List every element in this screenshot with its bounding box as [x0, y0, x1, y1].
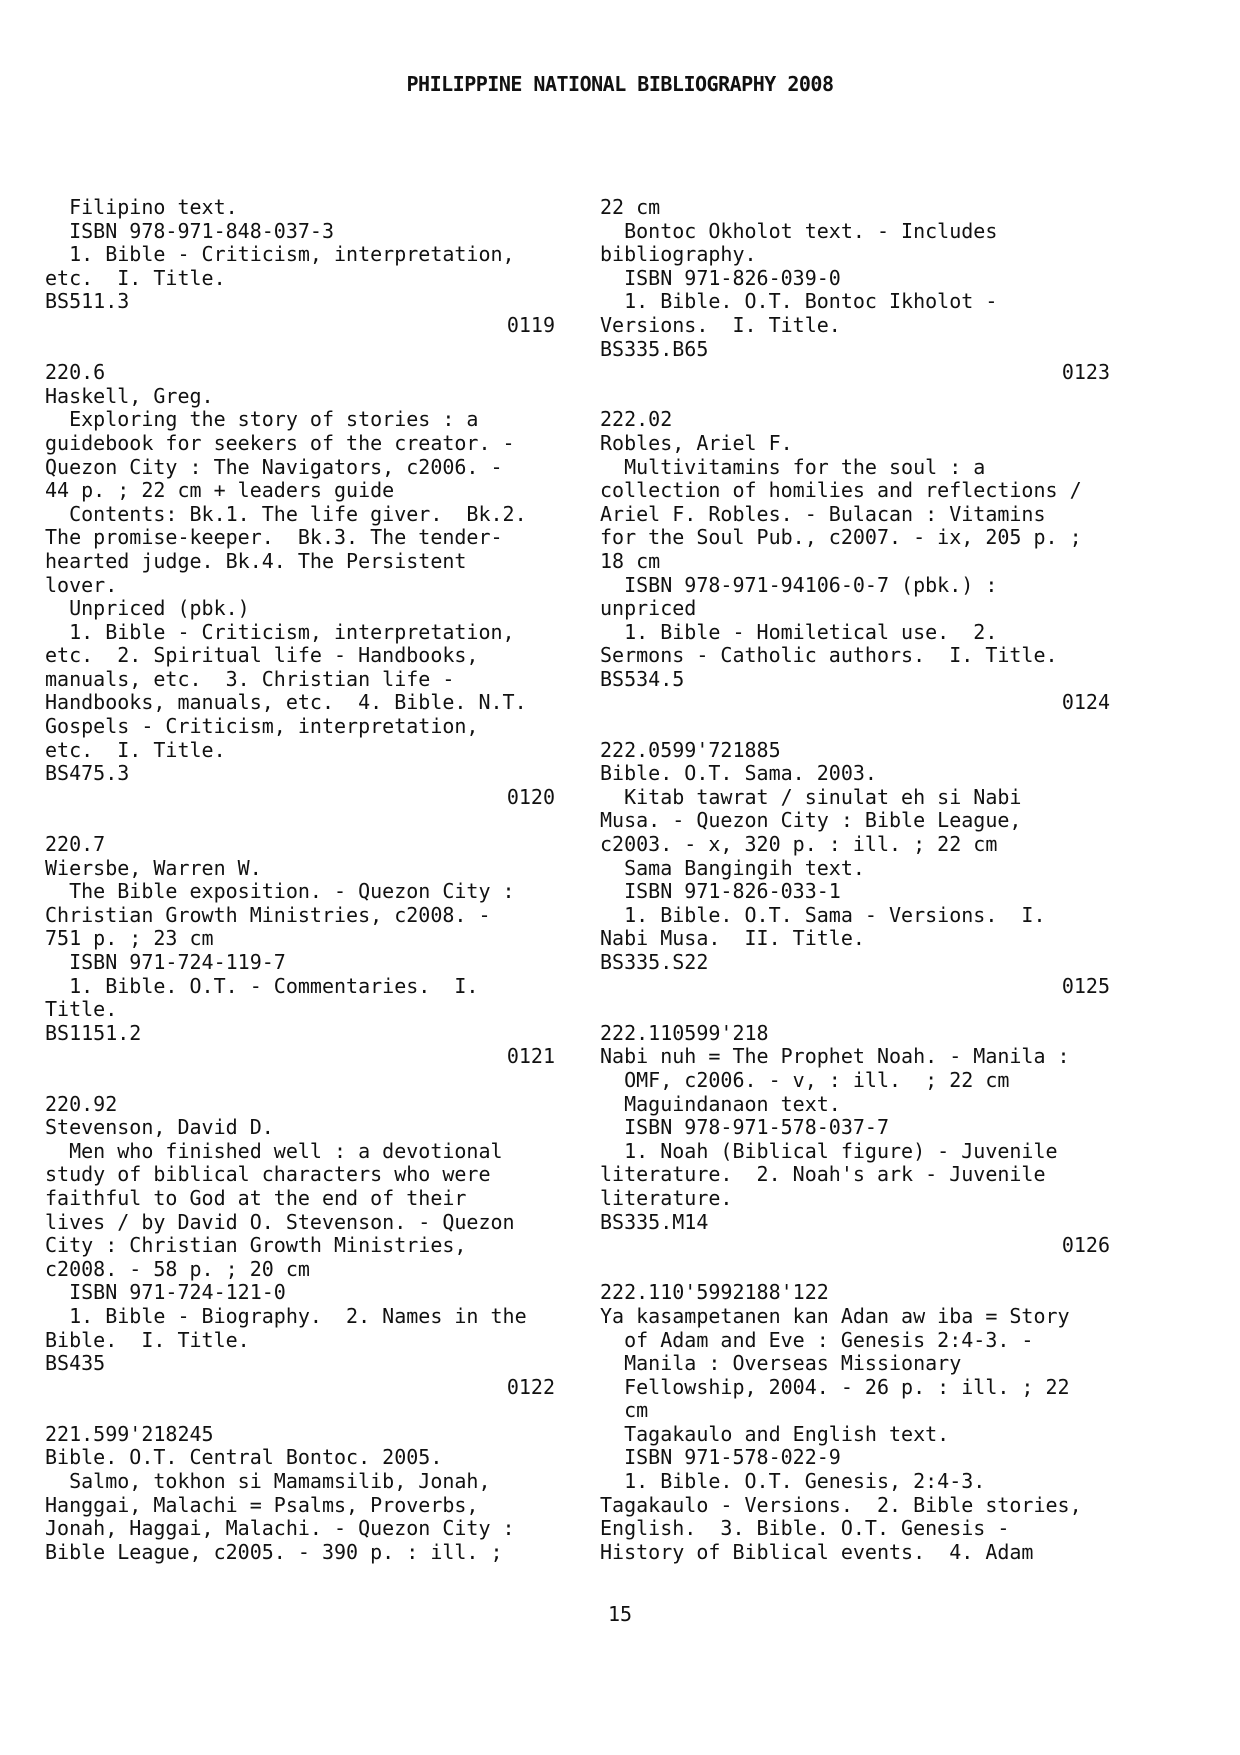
- entry-line: Wiersbe, Warren W.: [45, 855, 262, 880]
- entry-line: 1. Bible. O.T. Genesis, 2:4-3.: [600, 1469, 986, 1494]
- entry-line: Hanggai, Malachi = Psalms, Proverbs,: [45, 1492, 479, 1517]
- entry-line: Nabi Musa. II. Title.: [600, 926, 865, 951]
- entry-line: Ya kasampetanen kan Adan aw iba = Story: [600, 1303, 1070, 1328]
- entry-line: Handbooks, manuals, etc. 4. Bible. N.T.: [45, 690, 527, 715]
- entry-line: 222.02: [600, 407, 673, 432]
- entry-line: Maguindanaon text.: [600, 1091, 841, 1116]
- entry-line: Kitab tawrat / sinulat eh si Nabi: [600, 784, 1022, 809]
- entry-line: [600, 1258, 1110, 1282]
- entry-line: 222.0599'721885: [600, 737, 781, 762]
- entry-number: 0122: [506, 1374, 555, 1399]
- entry-line: Exploring the story of stories : a: [45, 407, 479, 432]
- page-number: 15: [607, 1602, 633, 1626]
- entry-line: Unpriced (pbk.): [45, 596, 250, 621]
- entry-line: 1. Noah (Biblical figure) - Juvenile: [600, 1138, 1058, 1163]
- entry-line: unpriced: [600, 596, 697, 621]
- entry-number: 0125: [1061, 973, 1110, 998]
- left-column: [45, 196, 555, 1564]
- entry-line: ISBN 971-724-121-0: [45, 1280, 286, 1305]
- entry-line: hearted judge. Bk.4. The Persistent: [45, 548, 467, 573]
- entry-line: ISBN 978-971-848-037-3: [45, 218, 334, 243]
- entry-line: Tagakaulo - Versions. 2. Bible stories,: [600, 1492, 1082, 1517]
- entry-line: BS511.3: [45, 289, 130, 314]
- entry-line: lover.: [45, 572, 118, 597]
- entry-line: literature. 2. Noah's ark - Juvenile: [600, 1162, 1046, 1187]
- entry-line: Versions. I. Title.: [600, 312, 841, 337]
- entry-line: Bible League, c2005. - 390 p. : ill. ;: [45, 1539, 503, 1564]
- entry-line: lives / by David O. Stevenson. - Quezon: [45, 1209, 515, 1234]
- entry-line: guidebook for seekers of the creator. -: [45, 430, 515, 455]
- entry-line: 1. Bible - Biography. 2. Names in the: [45, 1303, 527, 1328]
- entry-line: etc. 2. Spiritual life - Handbooks,: [45, 643, 479, 668]
- entry-line: Manila : Overseas Missionary: [600, 1351, 962, 1376]
- entry-line: 222.110'5992188'122: [600, 1280, 829, 1305]
- entry-line: History of Biblical events. 4. Adam: [600, 1539, 1034, 1564]
- entry-line: Bible. O.T. Central Bontoc. 2005.: [45, 1445, 443, 1470]
- entry-line: ISBN 971-724-119-7: [45, 950, 286, 974]
- entry-line: [45, 809, 555, 833]
- entry-line: BS335.M14: [600, 1209, 709, 1234]
- entry-line: 221.599'218245: [45, 1421, 214, 1446]
- entry-line: study of biblical characters who were: [45, 1162, 491, 1187]
- entry-number: 0119: [506, 312, 555, 337]
- entry-line: [45, 1069, 555, 1093]
- entry-line: faithful to God at the end of their: [45, 1185, 467, 1210]
- entry-line: BS1151.2: [45, 1020, 142, 1045]
- entry-line: BS534.5: [600, 666, 685, 691]
- entry-line: Bontoc Okholot text. - Includes: [600, 218, 998, 243]
- entry-line: Fellowship, 2004. - 26 p. : ill. ; 22: [600, 1374, 1070, 1399]
- entry-line: [45, 338, 555, 362]
- entry-line: of Adam and Eve : Genesis 2:4-3. -: [600, 1327, 1034, 1352]
- right-column: [600, 196, 1110, 1564]
- entry-line: collection of homilies and reflections /: [600, 478, 1082, 503]
- entry-line: BS335.S22: [600, 950, 709, 974]
- entry-line: 1. Bible. O.T. Sama - Versions. I.: [600, 902, 1046, 927]
- entry-line: 44 p. ; 22 cm + leaders guide: [45, 478, 395, 503]
- page-header-title: PHILIPPINE NATIONAL BIBLIOGRAPHY 2008: [406, 72, 834, 96]
- entry-line: c2008. - 58 p. ; 20 cm: [45, 1256, 310, 1281]
- entry-line: Quezon City : The Navigators, c2006. -: [45, 454, 503, 479]
- entry-line: [45, 1399, 555, 1423]
- entry-line: [600, 998, 1110, 1022]
- entry-line: Contents: Bk.1. The life giver. Bk.2.: [45, 501, 527, 526]
- entry-line: 18 cm: [600, 548, 661, 573]
- entry-line: Jonah, Haggai, Malachi. - Quezon City :: [45, 1516, 515, 1541]
- entry-line: BS335.B65: [600, 336, 709, 361]
- entry-line: literature.: [600, 1185, 733, 1210]
- entry-line: English. 3. Bible. O.T. Genesis -: [600, 1516, 1010, 1541]
- entry-line: Salmo, tokhon si Mamamsilib, Jonah,: [45, 1469, 491, 1494]
- entry-line: 751 p. ; 23 cm: [45, 926, 214, 951]
- entry-line: OMF, c2006. - v, : ill. ; 22 cm: [600, 1067, 1010, 1092]
- entry-line: BS475.3: [45, 761, 130, 786]
- entry-line: Gospels - Criticism, interpretation,: [45, 714, 479, 739]
- entry-line: 222.110599'218: [600, 1020, 769, 1045]
- entry-line: The promise-keeper. Bk.3. The tender-: [45, 525, 503, 550]
- entry-line: [600, 715, 1110, 739]
- entry-line: Multivitamins for the soul : a: [600, 454, 986, 479]
- entry-line: Bible. O.T. Sama. 2003.: [600, 761, 877, 786]
- entry-line: The Bible exposition. - Quezon City :: [45, 879, 515, 904]
- entry-line: ISBN 978-971-94106-0-7 (pbk.) :: [600, 572, 998, 597]
- entry-line: ISBN 971-826-039-0: [600, 265, 841, 290]
- entry-line: 220.6: [45, 360, 106, 385]
- entry-line: Filipino text.: [45, 195, 238, 219]
- entry-line: Christian Growth Ministries, c2008. -: [45, 902, 491, 927]
- entry-line: ISBN 971-578-022-9: [600, 1445, 841, 1470]
- entry-line: Robles, Ariel F.: [600, 430, 793, 455]
- entry-number: 0124: [1061, 690, 1110, 715]
- entry-line: 22 cm: [600, 195, 661, 219]
- entry-number: 0126: [1061, 1233, 1110, 1258]
- entry-line: [600, 385, 1110, 409]
- entry-number: 0120: [506, 784, 555, 809]
- entry-line: Men who finished well : a devotional: [45, 1138, 503, 1163]
- entry-line: BS435: [45, 1351, 106, 1376]
- entry-line: Ariel F. Robles. - Bulacan : Vitamins: [600, 501, 1046, 526]
- entry-number: 0123: [1061, 360, 1110, 385]
- entry-line: Musa. - Quezon City : Bible League,: [600, 808, 1022, 833]
- entry-line: Stevenson, David D.: [45, 1115, 274, 1140]
- entry-line: bibliography.: [600, 242, 757, 267]
- entry-line: ISBN 971-826-033-1: [600, 879, 841, 904]
- entry-line: 220.7: [45, 832, 106, 857]
- entry-line: cm: [600, 1398, 649, 1423]
- entry-line: 1. Bible - Homiletical use. 2.: [600, 619, 998, 644]
- entry-line: Sermons - Catholic authors. I. Title.: [600, 643, 1058, 668]
- entry-line: Nabi nuh = The Prophet Noah. - Manila :: [600, 1044, 1070, 1069]
- entry-line: Bible. I. Title.: [45, 1327, 250, 1352]
- entry-line: Title.: [45, 997, 118, 1022]
- entry-line: Tagakaulo and English text.: [600, 1421, 950, 1446]
- entry-line: etc. I. Title.: [45, 737, 226, 762]
- entry-line: c2003. - x, 320 p. : ill. ; 22 cm: [600, 832, 998, 857]
- entry-line: etc. I. Title.: [45, 265, 226, 290]
- entry-line: Haskell, Greg.: [45, 383, 214, 408]
- entry-number: 0121: [506, 1044, 555, 1069]
- entry-line: 220.92: [45, 1091, 118, 1116]
- entry-line: City : Christian Growth Ministries,: [45, 1233, 467, 1258]
- entry-line: Sama Bangingih text.: [600, 855, 865, 880]
- entry-line: 1. Bible. O.T. Bontoc Ikholot -: [600, 289, 998, 314]
- entry-line: manuals, etc. 3. Christian life -: [45, 666, 455, 691]
- entry-line: 1. Bible - Criticism, interpretation,: [45, 242, 515, 267]
- entry-line: for the Soul Pub., c2007. - ix, 205 p. ;: [600, 525, 1082, 550]
- entry-line: 1. Bible. O.T. - Commentaries. I.: [45, 973, 479, 998]
- entry-line: 1. Bible - Criticism, interpretation,: [45, 619, 515, 644]
- entry-line: ISBN 978-971-578-037-7: [600, 1115, 889, 1140]
